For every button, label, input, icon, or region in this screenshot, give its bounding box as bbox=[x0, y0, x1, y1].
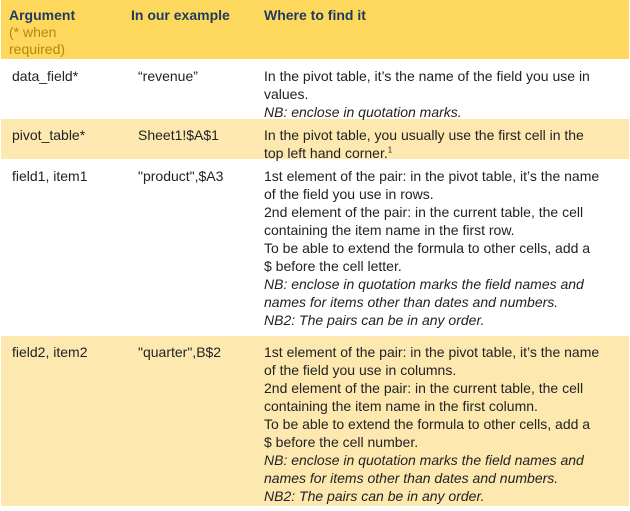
argument-cell: data_field* bbox=[12, 68, 79, 84]
description-text: NB2: The pairs can be in any order. bbox=[264, 488, 485, 504]
where-cell bbox=[251, 336, 629, 505]
argument-cell: field2, item2 bbox=[12, 344, 88, 360]
description-line bbox=[264, 167, 619, 185]
description-text: 1st element of the pair: in the pivot table, it’s the name bbox=[264, 168, 600, 184]
description-line bbox=[264, 203, 619, 221]
description-line bbox=[264, 469, 619, 487]
description-line bbox=[264, 221, 619, 239]
description-text: $ before the cell letter. bbox=[264, 258, 402, 274]
description-text: To be able to extend the formula to other cells, add a bbox=[264, 240, 591, 256]
header-argument-title: Argument bbox=[9, 7, 76, 23]
where-cell bbox=[251, 119, 629, 162]
example-cell: "quarter",B$2 bbox=[138, 344, 222, 360]
table-body bbox=[1, 60, 629, 507]
description-line bbox=[264, 451, 619, 469]
arguments-table bbox=[1, 0, 629, 507]
description-line bbox=[264, 126, 619, 144]
description-line bbox=[264, 433, 619, 451]
description-text: NB2: The pairs can be in any order. bbox=[264, 312, 485, 328]
table-row bbox=[1, 160, 629, 336]
description-text: names for items other than dates and numbers. bbox=[264, 294, 559, 310]
header-argument bbox=[1, 0, 126, 58]
argument-cell: field1, item1 bbox=[12, 168, 88, 184]
description-line bbox=[264, 275, 619, 293]
example-cell: "product",$A3 bbox=[138, 168, 224, 184]
description-line bbox=[264, 379, 619, 397]
description-line bbox=[264, 487, 619, 505]
description-text: of the field you use in rows. bbox=[264, 186, 434, 202]
description-text: 2nd element of the pair: in the current table, the cell bbox=[264, 380, 584, 396]
description-text: In the pivot table, you usually use the first cell in the bbox=[264, 127, 584, 143]
description-text: values. bbox=[264, 86, 309, 102]
where-cell bbox=[251, 60, 629, 121]
description-line bbox=[264, 361, 619, 379]
header-argument-note-2: required) bbox=[9, 41, 66, 57]
description-text: To be able to extend the formula to other cells, add a bbox=[264, 416, 591, 432]
description-text: In the pivot table, it’s the name of the field you use in bbox=[264, 68, 590, 84]
description-line bbox=[264, 67, 619, 85]
description-text: NB: enclose in quotation marks. bbox=[264, 104, 462, 120]
example-cell: “revenue” bbox=[138, 68, 198, 84]
header-example: In our example bbox=[131, 7, 230, 23]
description-line bbox=[264, 415, 619, 433]
description-text: NB: enclose in quotation marks the field names and bbox=[264, 452, 584, 468]
description-text: top left hand corner. bbox=[264, 145, 388, 161]
description-line bbox=[264, 397, 619, 415]
description-line bbox=[264, 239, 619, 257]
description-line bbox=[264, 185, 619, 203]
description-text: of the field you use in columns. bbox=[264, 362, 457, 378]
table-row bbox=[1, 60, 629, 119]
description-text: $ before the cell number. bbox=[264, 434, 419, 450]
table-header bbox=[1, 0, 629, 60]
description-text: NB: enclose in quotation marks the field names and bbox=[264, 276, 584, 292]
description-text: 2nd element of the pair: in the current table, the cell bbox=[264, 204, 584, 220]
description-text: containing the item name in the first column. bbox=[264, 398, 538, 414]
description-line bbox=[264, 343, 619, 361]
footnote-marker: 1 bbox=[387, 145, 393, 155]
description-line bbox=[264, 257, 619, 275]
description-line bbox=[264, 85, 619, 103]
table-row bbox=[1, 336, 629, 507]
description-line bbox=[264, 311, 619, 329]
description-text: 1st element of the pair: in the pivot table, it’s the name bbox=[264, 344, 600, 360]
description-text: containing the item name in the first row. bbox=[264, 222, 515, 238]
description-text: names for items other than dates and numbers. bbox=[264, 470, 559, 486]
header-argument-note-1: (* when bbox=[9, 24, 57, 40]
argument-cell: pivot_table* bbox=[12, 127, 86, 143]
table-row bbox=[1, 119, 629, 160]
description-line bbox=[264, 293, 619, 311]
example-cell: Sheet1!$A$1 bbox=[138, 127, 219, 143]
where-cell bbox=[251, 160, 629, 329]
header-where: Where to find it bbox=[264, 7, 366, 23]
